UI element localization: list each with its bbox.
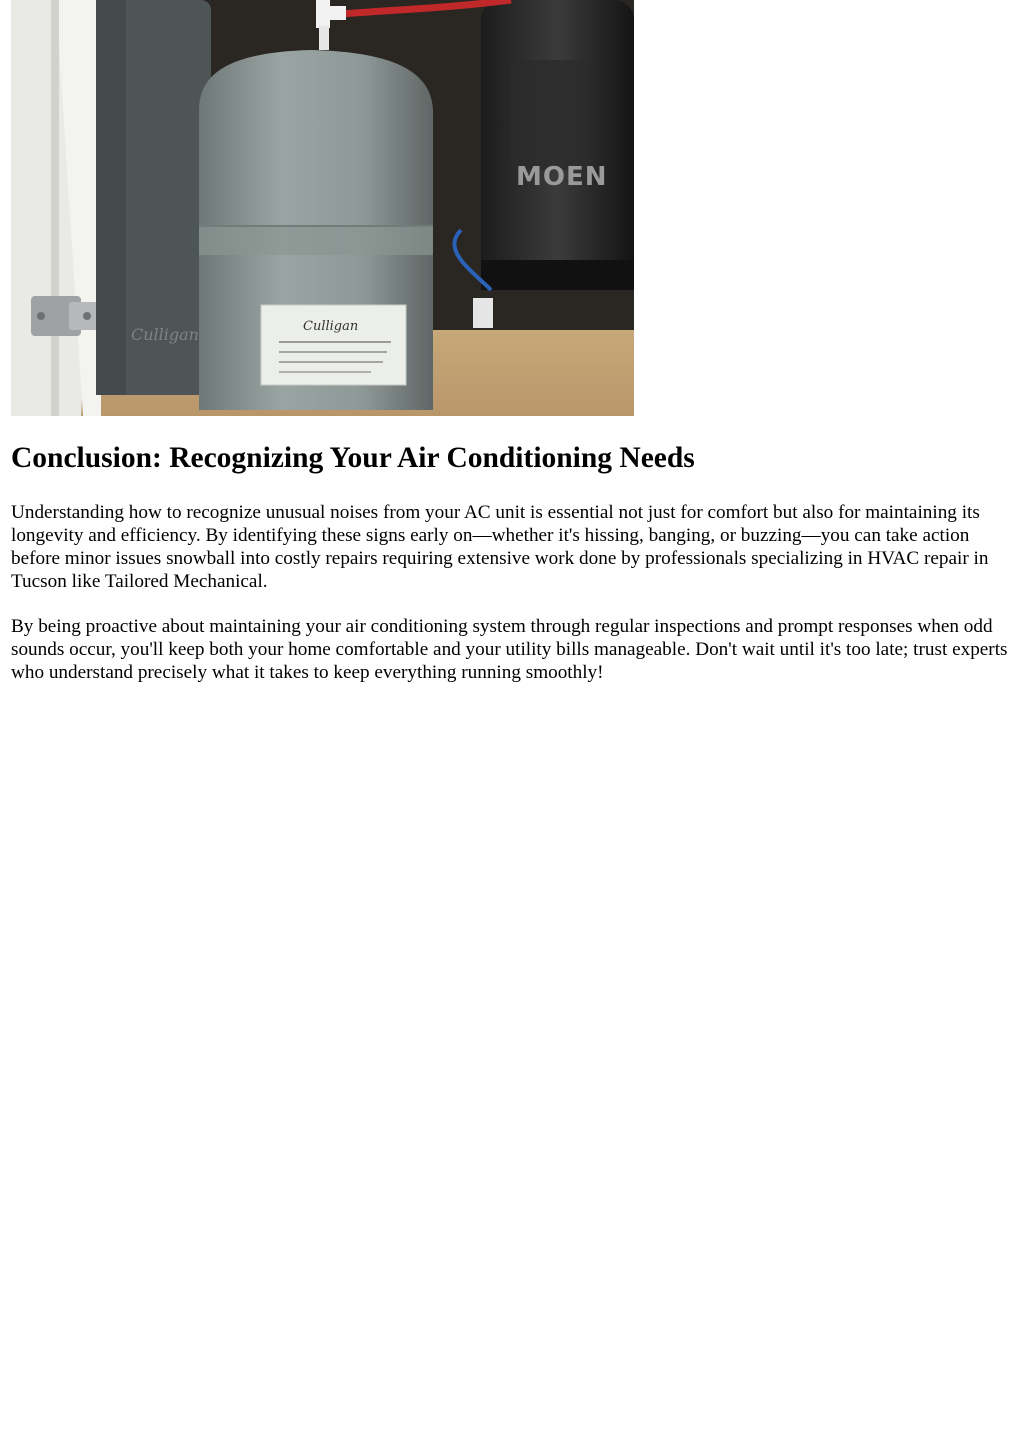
svg-text:Culligan: Culligan	[131, 325, 199, 344]
section-heading: Conclusion: Recognizing Your Air Conditioning Needs	[11, 442, 695, 474]
paragraph-2: By being proactive about maintaining your air conditioning system through regular inspections and prompt responses when odd sounds occur, you'll keep both your home comfortable and your utility bills manageable. Don't wait until it's too late; trust experts who understand precisely what it takes to keep everything running smoothly!	[11, 616, 1008, 683]
paragraph-1: Understanding how to recognize unusual noises from your AC unit is essential not just for comfort but also for maintaining its longevity and efficiency. By identifying these signs early on—whether it's hissing, banging, or buzzing—you can take action before minor issues snowball into costly repairs requiring extensive work done by professionals specializing in HVAC repair in Tucson like Tailored Mechanical.	[11, 502, 989, 592]
under-sink-photo	[11, 0, 634, 416]
svg-text:MOEN: MOEN	[516, 162, 608, 192]
svg-text:Culligan: Culligan	[303, 319, 359, 334]
